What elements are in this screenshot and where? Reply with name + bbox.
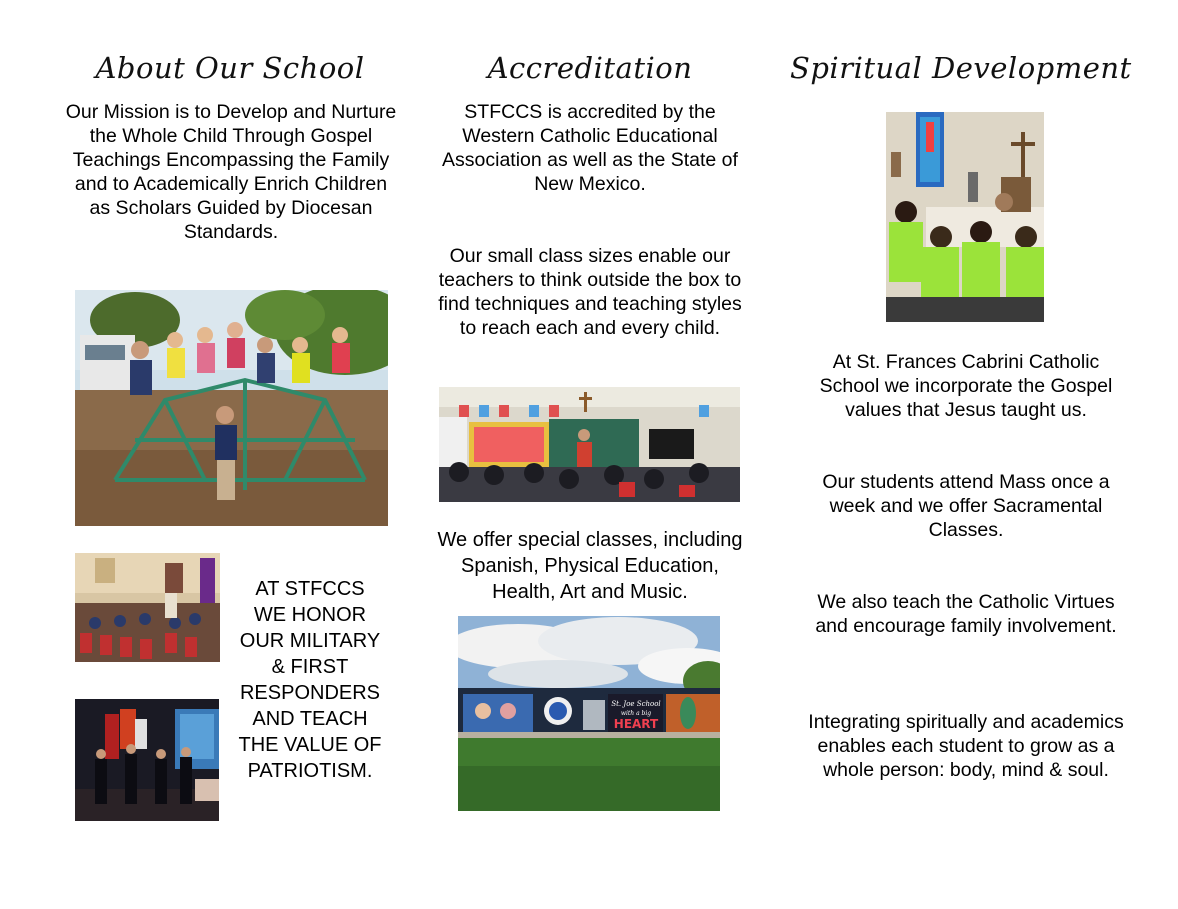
mass-statement: Our students attend Mass once a week and we offer Sacramental Classes. [822,471,1110,541]
classroom-photo [439,387,740,502]
mural-line-2: with a big [620,710,652,717]
patriotism-line: WE HONOR [253,604,367,626]
accreditation-statement: STFCCS is accredited by the Western Catholic Educational Association as well as the State of New Mexico. [442,101,738,195]
mural-line-1: St. Joe School [611,700,661,708]
patriotism-line: & FIRST [271,656,349,678]
school-building-photo [458,616,720,811]
mural-line-3: HEART [613,717,659,731]
mission-statement: Our Mission is to Develop and Nurture the Whole Child Through Gospel Teachings Encompassing the Family and to Academically Enrich Children as Scholars Guided by Diocesan Standards. [65,101,397,243]
class-size-statement: Our small class sizes enable our teachers to think outside the box to find techniques and teaching styles to reach each and every child. [438,245,742,339]
patriotism-line: AT STFCCS [255,578,365,600]
about-heading: About Our School [95,51,365,85]
special-classes-statement: We offer special classes, including Spanish, Physical Education, Health, Art and Music. [437,529,743,603]
accreditation-heading: Accreditation [487,51,693,85]
virtues-statement: We also teach the Catholic Virtues and encourage family involvement. [815,591,1117,637]
playground-photo [75,290,388,526]
patriotism-line: PATRIOTISM. [247,760,373,782]
gospel-values-statement: At St. Frances Cabrini Catholic School we incorporate the Gospel values that Jesus taught us. [819,351,1113,421]
assembly-photo [75,553,220,662]
patriotism-line: THE VALUE OF [238,734,382,756]
patriotism-statement [230,576,390,784]
spiritual-heading: Spiritual Development [790,51,1132,85]
patriotism-line: OUR MILITARY [239,630,381,652]
whole-person-statement: Integrating spiritually and academics enables each student to grow as a whole person: body, mind & soul. [808,711,1124,781]
patriotism-line: RESPONDERS [239,682,381,704]
patriotism-line: AND TEACH [252,708,368,730]
chapel-photo [886,112,1044,322]
color-guard-photo [75,699,219,821]
